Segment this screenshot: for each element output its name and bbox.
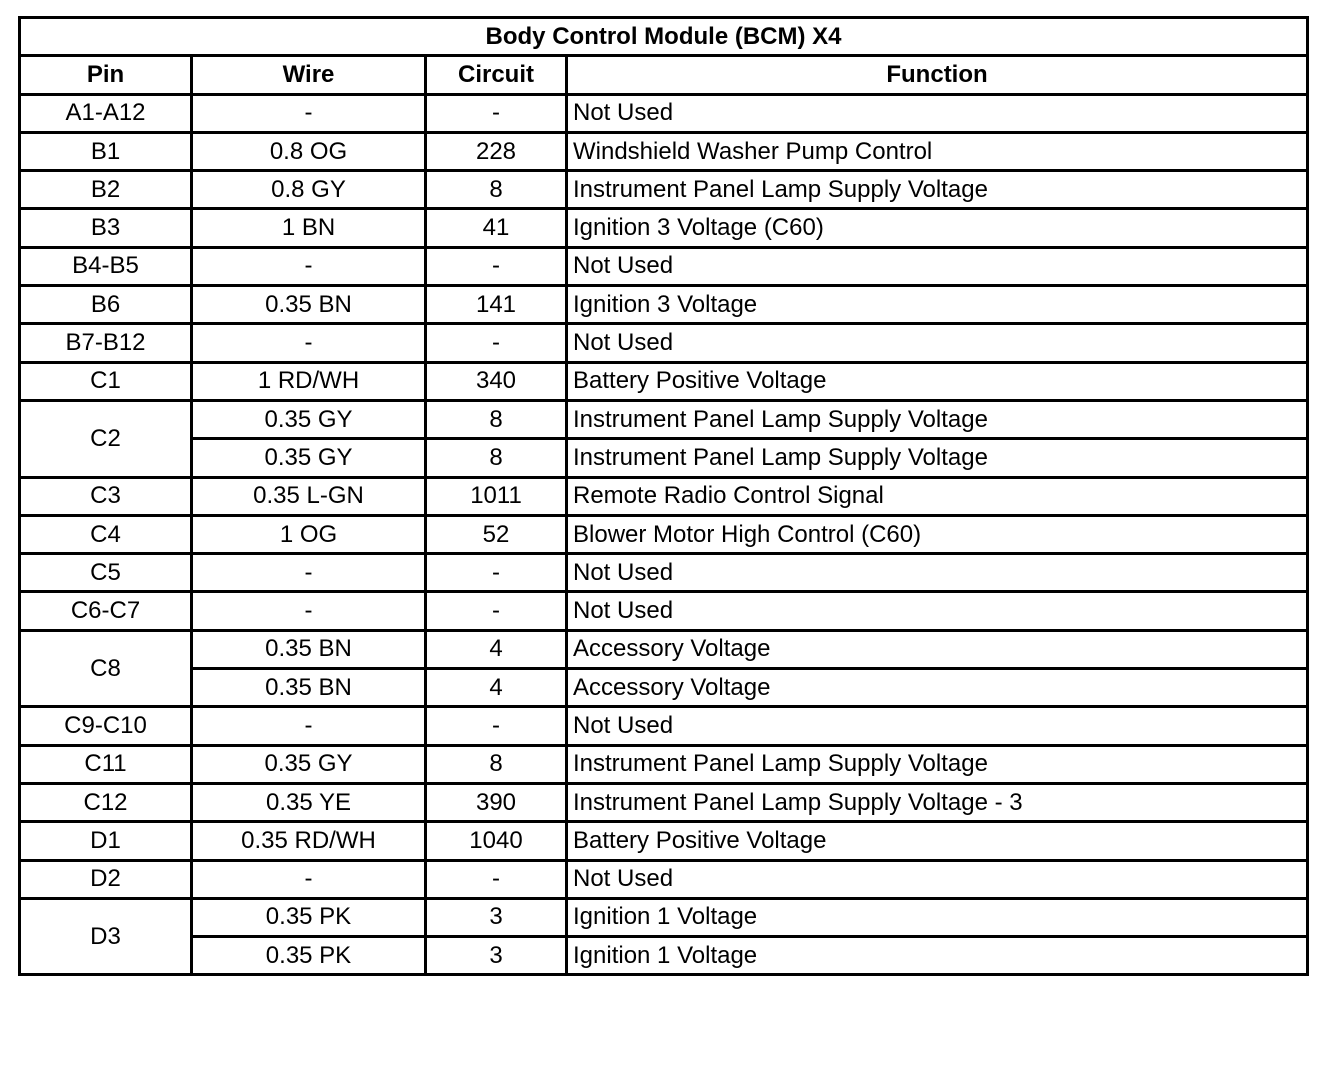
table-row [20,94,1308,132]
header-row [20,56,1308,94]
pin-cell: C6-C7 [20,592,192,630]
wire-cell: - [192,860,426,898]
function-cell: Instrument Panel Lamp Supply Voltage [567,439,1308,477]
function-cell: Accessory Voltage [567,669,1308,707]
table-row [20,171,1308,209]
table-row [20,707,1308,745]
table-row [20,822,1308,860]
table-row [20,783,1308,821]
circuit-cell: 4 [426,630,567,668]
circuit-cell: - [426,592,567,630]
pin-cell: B6 [20,286,192,324]
wire-cell: 0.35 BN [192,286,426,324]
wire-cell: 1 RD/WH [192,362,426,400]
table-row [20,630,1308,668]
header-circuit: Circuit [426,56,567,94]
pin-cell: C3 [20,477,192,515]
circuit-cell: 52 [426,515,567,553]
function-cell: Not Used [567,592,1308,630]
wire-cell: - [192,592,426,630]
table-row [20,286,1308,324]
wire-cell: 0.35 BN [192,630,426,668]
table-row [20,132,1308,170]
title-row [20,18,1308,56]
function-cell: Ignition 3 Voltage [567,286,1308,324]
circuit-cell: 8 [426,400,567,438]
wire-cell: - [192,707,426,745]
function-cell: Not Used [567,554,1308,592]
circuit-cell: - [426,707,567,745]
header-function: Function [567,56,1308,94]
circuit-cell: 8 [426,439,567,477]
table-row [20,515,1308,553]
table-row [20,400,1308,438]
function-cell: Not Used [567,324,1308,362]
function-cell: Ignition 3 Voltage (C60) [567,209,1308,247]
pin-cell: B7-B12 [20,324,192,362]
function-cell: Battery Positive Voltage [567,822,1308,860]
table-row [20,477,1308,515]
pin-cell: A1-A12 [20,94,192,132]
circuit-cell: 141 [426,286,567,324]
table-row [20,898,1308,936]
pin-cell: D2 [20,860,192,898]
circuit-cell: 41 [426,209,567,247]
pin-cell: D3 [20,898,192,975]
pin-cell: C12 [20,783,192,821]
wire-cell: 1 BN [192,209,426,247]
pin-cell: C4 [20,515,192,553]
wire-cell: 0.8 GY [192,171,426,209]
circuit-cell: 3 [426,937,567,975]
connector-table [18,16,1309,976]
circuit-cell: 8 [426,171,567,209]
circuit-cell: 1011 [426,477,567,515]
table-row [20,937,1308,975]
function-cell: Ignition 1 Voltage [567,937,1308,975]
circuit-cell: 1040 [426,822,567,860]
function-cell: Not Used [567,860,1308,898]
wire-cell: 0.35 GY [192,745,426,783]
table-row [20,209,1308,247]
wire-cell: 0.35 L-GN [192,477,426,515]
function-cell: Not Used [567,94,1308,132]
function-cell: Remote Radio Control Signal [567,477,1308,515]
wire-cell: - [192,94,426,132]
pin-cell: C8 [20,630,192,707]
function-cell: Instrument Panel Lamp Supply Voltage - 3 [567,783,1308,821]
wire-cell: - [192,324,426,362]
pin-cell: B4-B5 [20,247,192,285]
wire-cell: 0.35 GY [192,400,426,438]
wire-cell: 0.35 PK [192,898,426,936]
table-row [20,247,1308,285]
circuit-cell: - [426,94,567,132]
circuit-cell: - [426,860,567,898]
wire-cell: 0.8 OG [192,132,426,170]
pin-cell: B2 [20,171,192,209]
pin-cell: C5 [20,554,192,592]
function-cell: Battery Positive Voltage [567,362,1308,400]
function-cell: Blower Motor High Control (C60) [567,515,1308,553]
table-row [20,554,1308,592]
wire-cell: 0.35 RD/WH [192,822,426,860]
table-row [20,669,1308,707]
table-row [20,324,1308,362]
circuit-cell: 390 [426,783,567,821]
circuit-cell: 228 [426,132,567,170]
table-row [20,745,1308,783]
pin-cell: D1 [20,822,192,860]
table-row [20,439,1308,477]
function-cell: Windshield Washer Pump Control [567,132,1308,170]
header-wire: Wire [192,56,426,94]
pin-cell: B3 [20,209,192,247]
wire-cell: 0.35 BN [192,669,426,707]
circuit-cell: 8 [426,745,567,783]
function-cell: Instrument Panel Lamp Supply Voltage [567,171,1308,209]
wire-cell: 1 OG [192,515,426,553]
circuit-cell: 340 [426,362,567,400]
circuit-cell: 3 [426,898,567,936]
wire-cell: 0.35 YE [192,783,426,821]
table-row [20,860,1308,898]
wire-cell: 0.35 GY [192,439,426,477]
wire-cell: - [192,247,426,285]
circuit-cell: - [426,324,567,362]
table-body [20,94,1308,975]
table-title: Body Control Module (BCM) X4 [20,18,1308,56]
wire-cell: - [192,554,426,592]
wire-cell: 0.35 PK [192,937,426,975]
function-cell: Instrument Panel Lamp Supply Voltage [567,745,1308,783]
circuit-cell: - [426,247,567,285]
function-cell: Instrument Panel Lamp Supply Voltage [567,400,1308,438]
table-row [20,362,1308,400]
function-cell: Accessory Voltage [567,630,1308,668]
pin-cell: B1 [20,132,192,170]
pin-cell: C11 [20,745,192,783]
circuit-cell: 4 [426,669,567,707]
pin-cell: C2 [20,400,192,477]
table-row [20,592,1308,630]
pin-cell: C1 [20,362,192,400]
pin-cell: C9-C10 [20,707,192,745]
header-pin: Pin [20,56,192,94]
function-cell: Ignition 1 Voltage [567,898,1308,936]
function-cell: Not Used [567,707,1308,745]
function-cell: Not Used [567,247,1308,285]
circuit-cell: - [426,554,567,592]
